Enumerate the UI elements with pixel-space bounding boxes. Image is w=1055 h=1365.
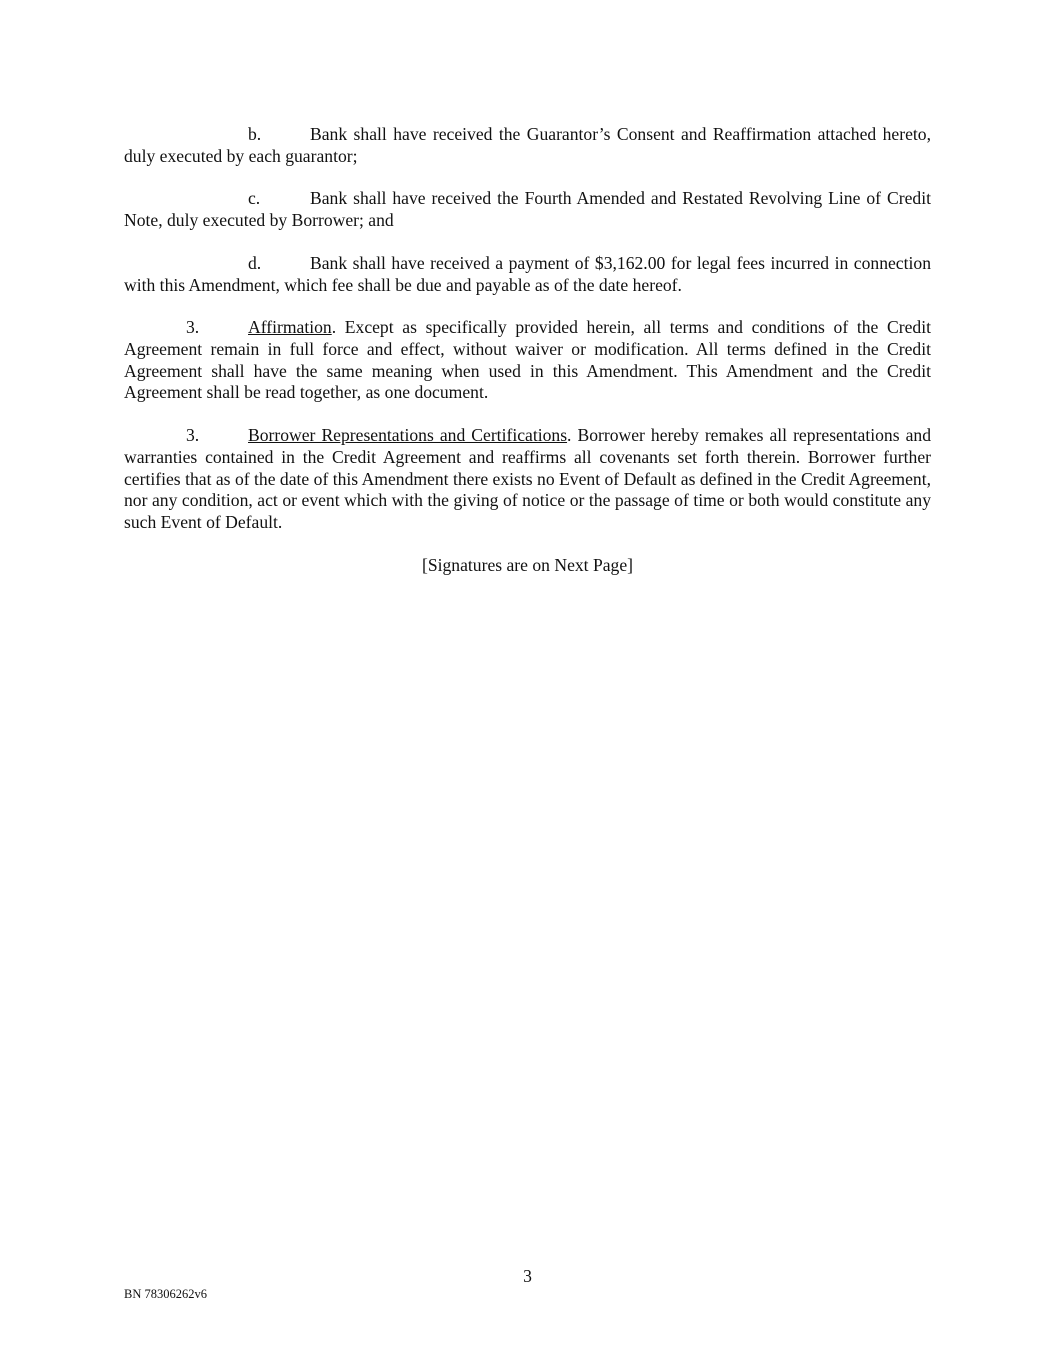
section-representations — [124, 425, 931, 534]
section-heading: Affirmation — [248, 317, 332, 337]
paragraph-marker: d. — [248, 253, 262, 273]
paragraph-d — [124, 253, 931, 297]
paragraph-c — [124, 188, 931, 232]
paragraph-text: Bank shall have received a payment of $3,162.00 for legal fees incurred in connection with this Amendment, which fee shall be due and payable as of the date hereof. — [124, 253, 931, 295]
paragraph-text: Bank shall have received the Fourth Amended and Restated Revolving Line of Credit Note, duly executed by Borrower; and — [124, 188, 931, 230]
section-text: . Except as specifically provided herein, all terms and conditions of the Credit Agreement remain in full force and effect, without waiver or modification. All terms defined in the Credit Agreement shall have the same meaning when used in this Amendment. This Amendment and the Credit Agreement shall be read together, as one document. — [124, 317, 931, 403]
section-heading: Borrower Representations and Certifications — [248, 425, 568, 445]
page-number: 3 — [523, 1266, 532, 1286]
section-number: 3. — [186, 317, 200, 337]
section-affirmation — [124, 317, 931, 404]
document-id: BN 78306262v6 — [124, 1287, 207, 1301]
paragraph-text: Bank shall have received the Guarantor’s Consent and Reaffirmation attached hereto, duly executed by each guarantor; — [124, 124, 931, 166]
paragraph-b — [124, 124, 931, 168]
section-number: 3. — [186, 425, 200, 445]
paragraph-marker: b. — [248, 124, 262, 144]
paragraph-marker: c. — [248, 188, 261, 208]
section-text: . Borrower hereby remakes all representations and warranties contained in the Credit Agreement and reaffirms all covenants set forth therein. Borrower further certifies that as of the date of this Amendment there exists no Event of Default as defined in the Credit Agreement, nor any condition, act or event which with the giving of notice or the passage of time or both would constitute any such Event of Default. — [124, 425, 931, 533]
signatures-note: [Signatures are on Next Page] — [421, 555, 634, 575]
